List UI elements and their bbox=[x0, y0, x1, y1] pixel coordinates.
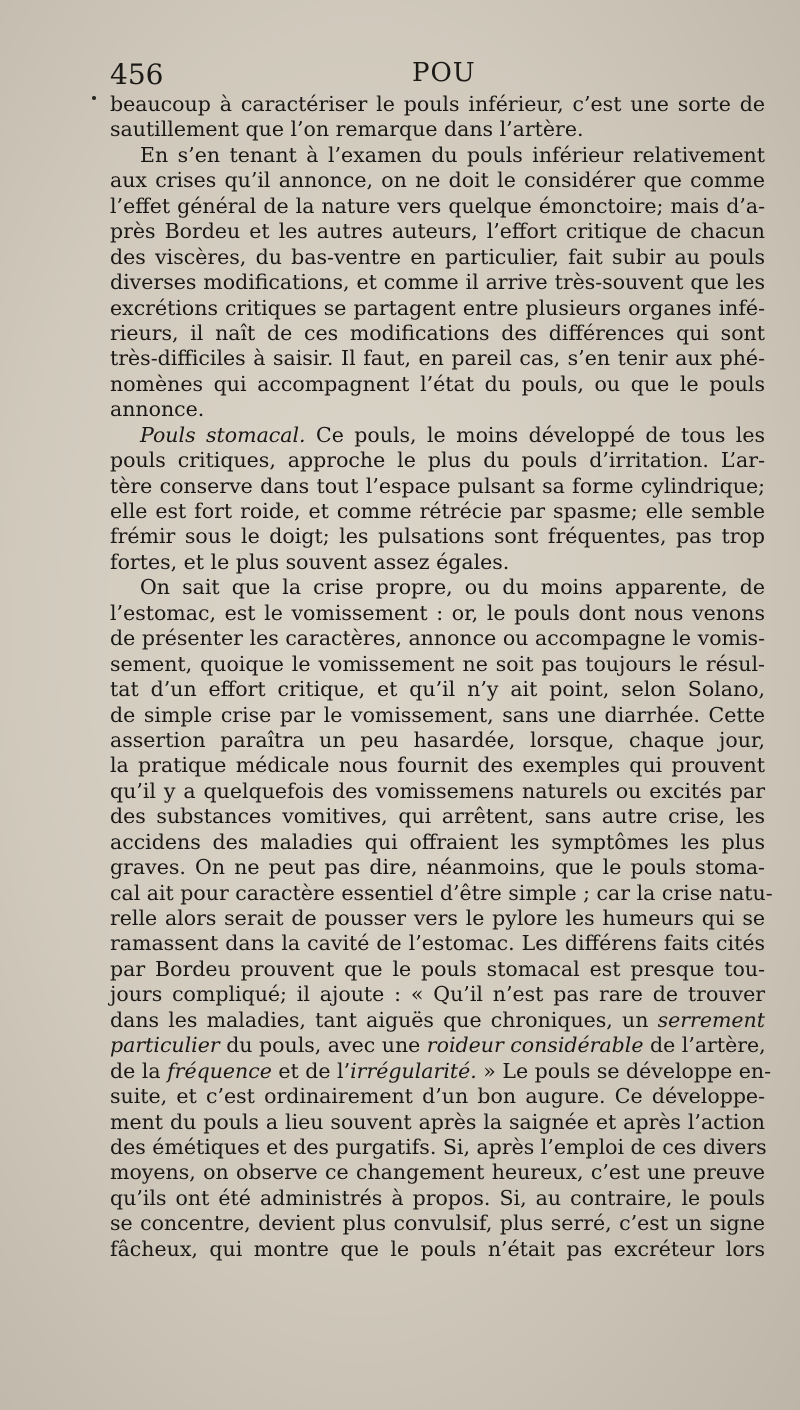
text-run: tat d’un effort critique, et qu’il n’y ait point, selon Solano, bbox=[110, 677, 765, 702]
text-run: pouls critiques, approche le plus du pouls d’irritation. L’ar- bbox=[110, 448, 765, 473]
text-line bbox=[110, 804, 765, 829]
text-line bbox=[110, 855, 765, 880]
text-line bbox=[110, 1008, 765, 1033]
text-line bbox=[110, 753, 765, 778]
text-line bbox=[110, 117, 765, 142]
text-run: relle alors serait de pousser vers le pylore les humeurs qui se bbox=[110, 906, 765, 930]
text-run: assertion paraîtra un peu hasardée, lorsque, chaque jour, bbox=[110, 727, 765, 752]
text-line bbox=[110, 1211, 765, 1236]
text-run: dans les maladies, tant aiguës que chroniques, un bbox=[110, 1007, 658, 1032]
text-line bbox=[110, 982, 765, 1007]
text-line bbox=[110, 1135, 765, 1160]
margin-dot-mark bbox=[92, 96, 96, 100]
text-run: et de l’ bbox=[271, 1058, 351, 1083]
text-run: près Bordeu et les autres auteurs, l’effort critique de chacun bbox=[110, 219, 765, 244]
text-run: se concentre, devient plus convulsif, plus serré, c’est un signe bbox=[110, 1211, 765, 1236]
text-line bbox=[110, 1110, 765, 1135]
text-line bbox=[110, 906, 765, 931]
italic-text: roideur considérable bbox=[426, 1033, 644, 1058]
italic-text: irrégularité. bbox=[350, 1058, 477, 1083]
text-run: jours compliqué; il ajoute : « Qu’il n’est pas rare de trouver bbox=[110, 982, 765, 1007]
text-run: des substances vomitives, qui arrêtent, sans autre crise, les bbox=[110, 804, 765, 829]
text-run: On sait que la crise propre, ou du moins apparente, de bbox=[140, 575, 765, 600]
text-line bbox=[110, 423, 765, 448]
text-run: tère conserve dans tout l’espace pulsant sa forme cylindrique; bbox=[110, 473, 765, 498]
text-run: frémir sous le doigt; les pulsations sont fréquentes, pas trop bbox=[110, 524, 765, 549]
italic-text: Pouls stomacal. bbox=[140, 422, 306, 447]
text-line bbox=[110, 448, 765, 473]
text-line bbox=[110, 1084, 765, 1109]
text-line bbox=[110, 728, 765, 753]
text-run: l’effet général de la nature vers quelque émonctoire; mais d’a- bbox=[110, 193, 765, 218]
text-line bbox=[110, 296, 765, 321]
text-run: annonce. bbox=[110, 397, 205, 422]
text-run: Ce pouls, le moins développé de tous les bbox=[305, 422, 766, 447]
text-line bbox=[110, 931, 765, 956]
text-line bbox=[110, 219, 765, 244]
text-line bbox=[110, 1186, 765, 1211]
text-run: sautillement que l’on remarque dans l’artère. bbox=[110, 117, 584, 142]
text-line bbox=[110, 524, 765, 549]
text-line bbox=[110, 270, 765, 295]
page-number: 456 bbox=[110, 58, 164, 91]
italic-text: serrement bbox=[657, 1007, 765, 1032]
text-line bbox=[110, 1033, 765, 1058]
text-line bbox=[110, 346, 765, 371]
text-run: ment du pouls a lieu souvent après la saignée et après l’action bbox=[110, 1109, 765, 1134]
text-run: des viscères, du bas-ventre en particulier, fait subir au pouls bbox=[110, 244, 765, 269]
italic-text: particulier bbox=[110, 1033, 220, 1058]
text-line bbox=[110, 550, 765, 575]
text-line bbox=[110, 397, 765, 422]
text-line bbox=[110, 1160, 765, 1185]
text-run: beaucoup à caractériser le pouls inférieur, c’est une sorte de bbox=[110, 92, 765, 116]
text-run: la pratique médicale nous fournit des exemples qui prouvent bbox=[110, 753, 765, 778]
text-line bbox=[110, 474, 765, 499]
italic-text: fréquence bbox=[167, 1058, 272, 1083]
text-run: cal ait pour caractère essentiel d’être simple ; car la crise natu- bbox=[110, 880, 773, 905]
text-line bbox=[110, 1058, 772, 1084]
text-run: excrétions critiques se partagent entre plusieurs organes infé- bbox=[110, 295, 765, 320]
text-run: accidens des maladies qui offraient les symptômes les plus bbox=[110, 829, 765, 854]
text-line bbox=[110, 830, 765, 855]
text-run: moyens, on observe ce changement heureux, c’est une preuve bbox=[110, 1160, 765, 1185]
text-line bbox=[110, 575, 765, 600]
text-line bbox=[110, 626, 765, 651]
text-line bbox=[110, 143, 765, 168]
text-run: suite, et c’est ordinairement d’un bon augure. Ce développe- bbox=[110, 1084, 765, 1109]
text-run: rieurs, il naît de ces modifications des différences qui sont bbox=[110, 320, 765, 345]
text-run: elle est fort roide, et comme rétrécie par spasme; elle semble bbox=[110, 499, 765, 523]
text-line bbox=[110, 245, 765, 270]
text-run: diverses modifications, et comme il arrive très-souvent que les bbox=[110, 270, 765, 295]
text-line bbox=[110, 168, 765, 193]
text-run: fortes, et le plus souvent assez égales. bbox=[110, 549, 510, 574]
text-run: de présenter les caractères, annonce ou accompagne le vomis- bbox=[110, 626, 765, 651]
text-run: ramassent dans la cavité de l’estomac. Les différens faits cités bbox=[110, 931, 765, 956]
text-line bbox=[110, 1237, 765, 1262]
text-run: sement, quoique le vomissement ne soit pas toujours le résul- bbox=[110, 651, 765, 676]
text-run: aux crises qu’il annonce, on ne doit le considérer que comme bbox=[110, 168, 765, 193]
text-line bbox=[110, 677, 765, 702]
text-line bbox=[110, 194, 765, 219]
text-run: nomènes qui accompagnent l’état du pouls, ou que le pouls bbox=[110, 371, 765, 396]
text-run: fâcheux, qui montre que le pouls n’était pas excréteur lors bbox=[110, 1236, 765, 1261]
text-run: par Bordeu prouvent que le pouls stomacal est presque tou- bbox=[110, 956, 765, 981]
text-line bbox=[110, 321, 765, 346]
text-run: qu’ils ont été administrés à propos. Si, au contraire, le pouls bbox=[110, 1185, 765, 1210]
text-run: de l’artère, bbox=[643, 1033, 766, 1058]
text-line bbox=[110, 92, 765, 117]
text-run: du pouls, avec une bbox=[219, 1033, 427, 1058]
text-run: des émétiques et des purgatifs. Si, après l’emploi de ces divers bbox=[110, 1134, 767, 1159]
text-line bbox=[110, 880, 773, 906]
text-line bbox=[110, 601, 765, 626]
text-run: qu’il y a quelquefois des vomissemens naturels ou excités par bbox=[110, 778, 765, 803]
text-line bbox=[110, 703, 765, 728]
text-run: l’estomac, est le vomissement : or, le pouls dont nous venons bbox=[110, 600, 765, 625]
text-run: En s’en tenant à l’examen du pouls inférieur relativement bbox=[140, 142, 765, 167]
body-text bbox=[110, 92, 773, 1262]
text-run: très-difficiles à saisir. Il faut, en pareil cas, s’en tenir aux phé- bbox=[110, 346, 765, 371]
text-run: » Le pouls se développe en- bbox=[476, 1058, 772, 1083]
text-run: graves. On ne peut pas dire, néanmoins, que le pouls stoma- bbox=[110, 855, 765, 880]
text-line bbox=[110, 779, 765, 804]
text-line bbox=[110, 372, 765, 397]
text-line bbox=[110, 499, 765, 524]
running-head: POU bbox=[412, 58, 476, 88]
text-line bbox=[110, 957, 765, 982]
text-run: de la bbox=[110, 1058, 168, 1083]
text-line bbox=[110, 652, 765, 677]
text-run: de simple crise par le vomissement, sans une diarrhée. Cette bbox=[110, 702, 765, 727]
